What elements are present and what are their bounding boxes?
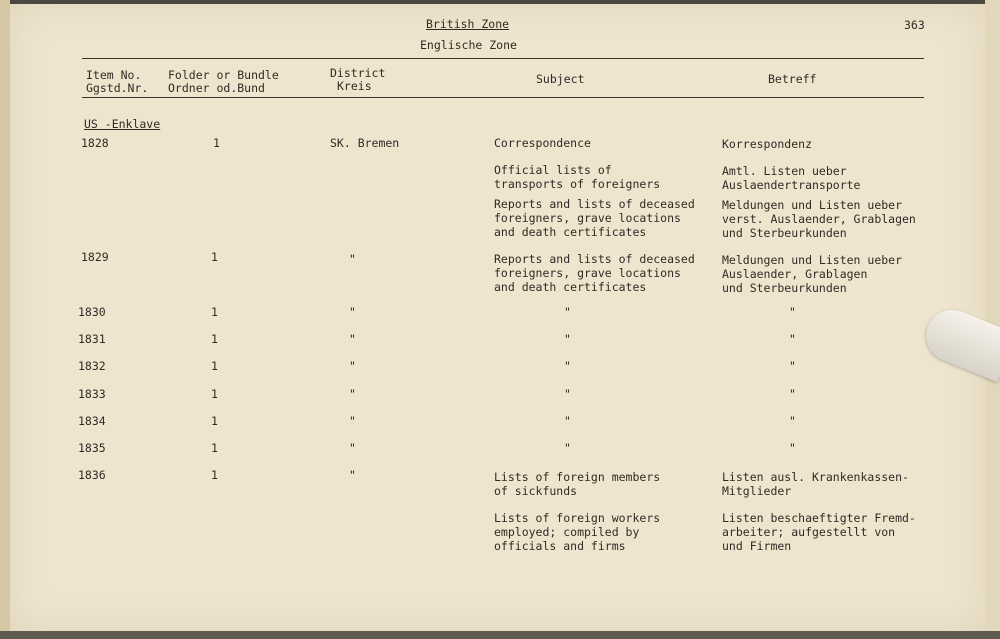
subject: Lists of foreign members of sickfunds xyxy=(494,470,661,498)
item-number: 1830 xyxy=(78,305,106,319)
col-header-district-de: Kreis xyxy=(337,79,372,93)
folder-count: 1 xyxy=(211,414,218,428)
folder-count: 1 xyxy=(211,305,218,319)
col-header-folder-de: Ordner od.Bund xyxy=(168,81,265,95)
section-label: US -Enklave xyxy=(84,117,161,131)
col-header-item-en: Item No. xyxy=(86,68,142,82)
item-number: 1828 xyxy=(81,136,109,150)
subject: Official lists of transports of foreigners xyxy=(494,163,661,191)
betreff: Korrespondenz xyxy=(722,137,813,151)
item-number: 1835 xyxy=(78,441,106,455)
header-rule-bottom xyxy=(82,97,924,98)
item-number: 1829 xyxy=(81,250,109,264)
betreff: Listen ausl. Krankenkassen- Mitglieder xyxy=(722,470,909,498)
col-header-district-en: District xyxy=(330,66,386,80)
folder-count: 1 xyxy=(213,136,220,150)
folder-count: 1 xyxy=(211,441,218,455)
district: " xyxy=(349,387,356,401)
betreff: " xyxy=(789,414,796,428)
item-number: 1832 xyxy=(78,359,106,373)
scan-right-edge xyxy=(985,0,1000,639)
district: " xyxy=(349,305,356,319)
betreff: " xyxy=(789,332,796,346)
subject: " xyxy=(564,441,571,455)
subject: " xyxy=(564,305,571,319)
item-number: 1833 xyxy=(78,387,106,401)
district: " xyxy=(349,252,356,266)
folder-count: 1 xyxy=(211,359,218,373)
item-number: 1836 xyxy=(78,468,106,482)
betreff: Meldungen und Listen ueber Auslaender, Grablagen und Sterbeurkunden xyxy=(722,253,903,295)
betreff: " xyxy=(789,387,796,401)
subject: " xyxy=(564,332,571,346)
betreff: Meldungen und Listen ueber verst. Auslaender, Grablagen und Sterbeurkunden xyxy=(722,198,916,240)
item-number: 1831 xyxy=(78,332,106,346)
district: SK. Bremen xyxy=(330,136,400,150)
betreff: " xyxy=(789,359,796,373)
betreff: Amtl. Listen ueber Auslaendertransporte xyxy=(722,164,861,192)
subject: Lists of foreign workers employed; compiled by officials and firms xyxy=(494,511,661,553)
subject: Reports and lists of deceased foreigners, grave locations and death certificates xyxy=(494,252,695,294)
col-header-folder-en: Folder or Bundle xyxy=(168,68,279,82)
header-rule-top xyxy=(82,58,924,59)
col-header-betreff: Betreff xyxy=(768,72,817,86)
betreff: Listen beschaeftigter Fremd- arbeiter; aufgestellt von und Firmen xyxy=(722,511,916,553)
page-number: 363 xyxy=(904,18,925,32)
page-subtitle: Englische Zone xyxy=(420,38,517,52)
subject: " xyxy=(564,414,571,428)
subject: " xyxy=(564,387,571,401)
betreff: " xyxy=(789,305,796,319)
scan-left-edge xyxy=(0,0,10,639)
page-title: British Zone xyxy=(426,17,510,31)
folder-count: 1 xyxy=(211,387,218,401)
scan-bottom-edge xyxy=(0,631,1000,639)
folder-count: 1 xyxy=(211,468,218,482)
col-header-subject: Subject xyxy=(536,72,585,86)
folder-count: 1 xyxy=(211,250,218,264)
district: " xyxy=(349,441,356,455)
subject: " xyxy=(564,359,571,373)
district: " xyxy=(349,468,356,482)
folder-count: 1 xyxy=(211,332,218,346)
district: " xyxy=(349,359,356,373)
district: " xyxy=(349,414,356,428)
item-number: 1834 xyxy=(78,414,106,428)
subject: Reports and lists of deceased foreigners, grave locations and death certificates xyxy=(494,197,695,239)
betreff: " xyxy=(789,441,796,455)
district: " xyxy=(349,332,356,346)
subject: Correspondence xyxy=(494,136,591,150)
col-header-item-de: Ggstd.Nr. xyxy=(86,81,149,95)
